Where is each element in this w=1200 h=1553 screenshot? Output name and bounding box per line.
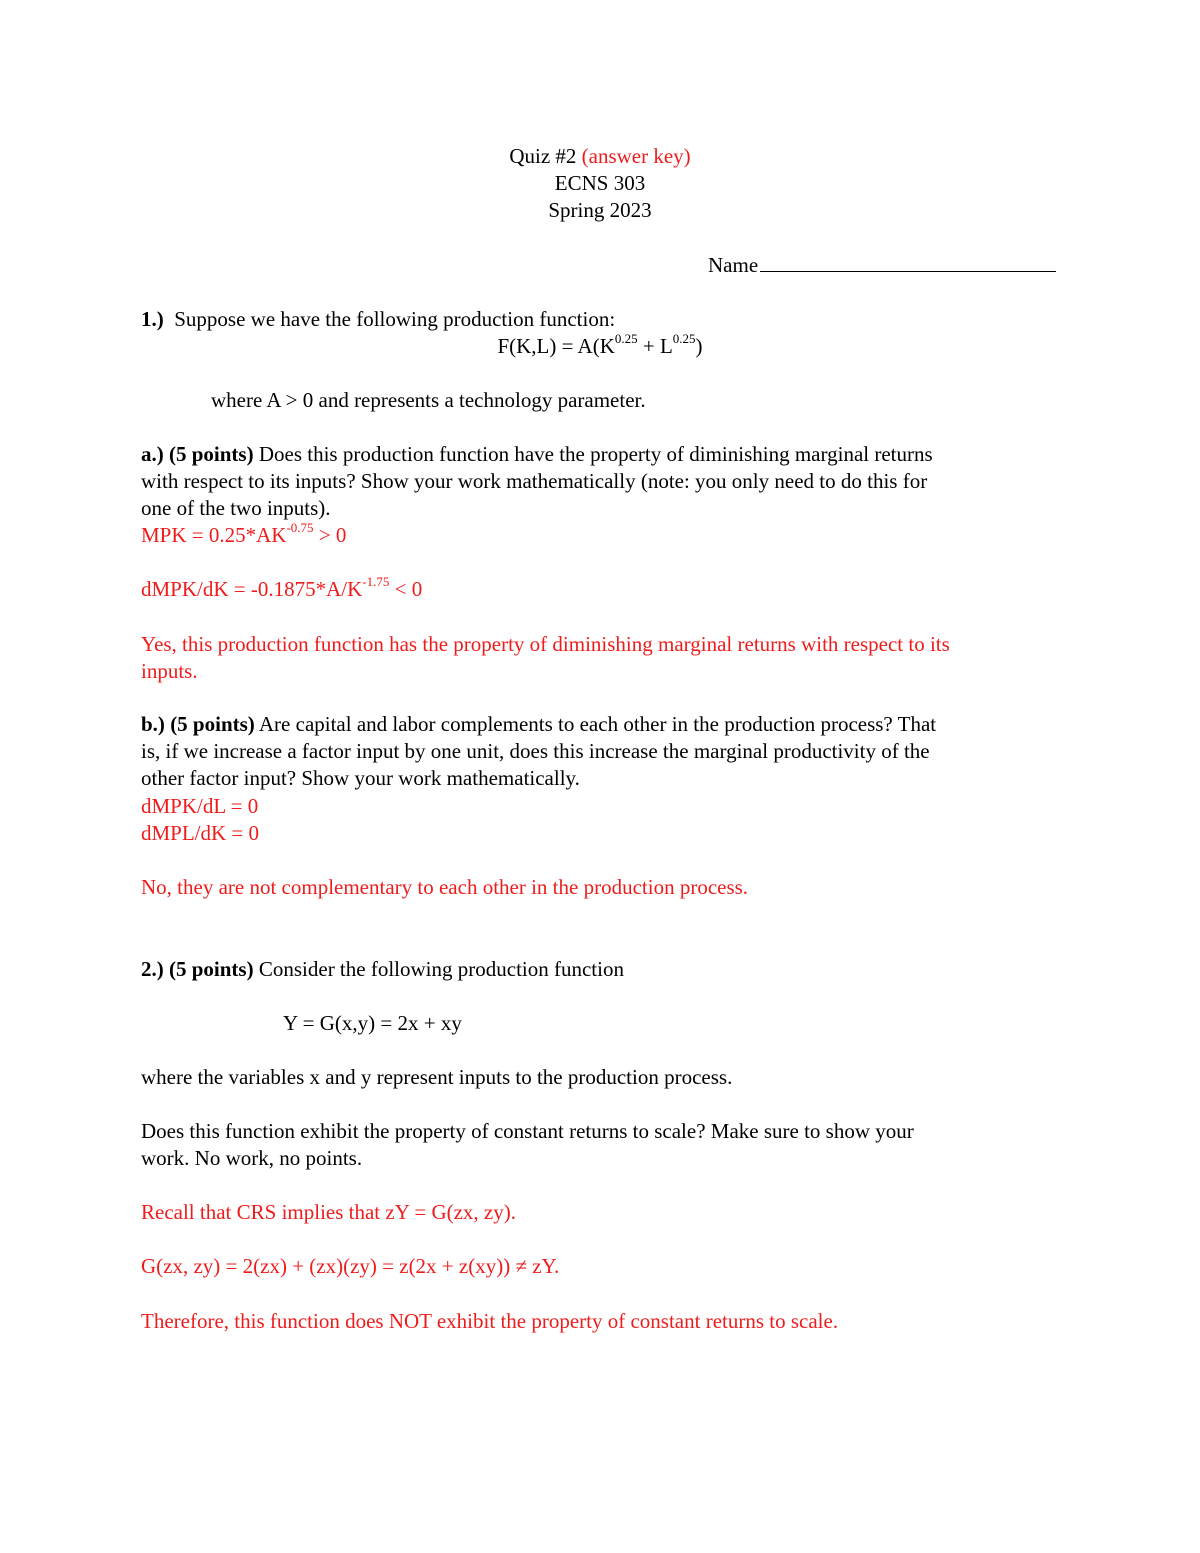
q1b-label: b.) (141, 712, 165, 736)
q1a-dmpk-base: dMPK/dK = -0.1875*A/K (141, 577, 363, 601)
q1-intro: Suppose we have the following production function: (174, 307, 616, 331)
q2-points: (5 points) (169, 957, 254, 981)
q1a-text1: Does this production function have the property of diminishing marginal returns (258, 442, 933, 466)
q1b-conclusion: No, they are not complementary to each other in the production process. (141, 875, 749, 899)
quiz-number: Quiz #2 (509, 144, 577, 168)
q1b-line2: is, if we increase a factor input by one unit, does this increase the marginal productivity of the (141, 739, 930, 763)
q1-function-close: ) (695, 334, 703, 358)
q1-number: 1.) (141, 307, 164, 331)
q1b-answer-dmpl-dk: dMPL/dK = 0 (141, 821, 260, 845)
q1a-points: (5 points) (169, 442, 254, 466)
q1a-mpk-post: > 0 (313, 523, 347, 547)
q1-function-exp-l: 0.25 (672, 331, 696, 346)
q1-where: where A > 0 and represents a technology parameter. (211, 388, 646, 412)
q1-function-base: F(K,L) = A(K (497, 334, 615, 358)
q1a-label: a.) (141, 442, 164, 466)
name-field (708, 251, 1056, 278)
q1a-line3: one of the two inputs). (141, 496, 331, 520)
q1a-line2: with respect to its inputs? Show your work mathematically (note: you only need to do this for (141, 469, 928, 493)
q2-conclusion: Therefore, this function does NOT exhibit the property of constant returns to scale. (141, 1309, 839, 1333)
q1a-dmpk-exp: -1.75 (362, 574, 390, 589)
q2-where: where the variables x and y represent inputs to the production process. (141, 1065, 733, 1089)
q1b-line3: other factor input? Show your work mathematically. (141, 766, 580, 790)
q2-function: Y = G(x,y) = 2x + xy (283, 1011, 462, 1035)
q2-answer-derivation: G(zx, zy) = 2(zx) + (zx)(zy) = z(2x + z(xy)) ≠ zY. (141, 1254, 560, 1278)
q1b-answer-dmpk-dl: dMPK/dL = 0 (141, 794, 259, 818)
q1a-conclusion-line2: inputs. (141, 659, 198, 683)
q1a-mpk-exp: -0.75 (286, 520, 314, 535)
q1a-mpk-base: MPK = 0.25*AK (141, 523, 287, 547)
q2-question-line1: Does this function exhibit the property of constant returns to scale? Make sure to show your (141, 1119, 914, 1143)
q1-intro-line (141, 306, 615, 332)
q2-intro-line (141, 956, 624, 982)
q1-function-exp-k: 0.25 (614, 331, 638, 346)
name-label: Name (708, 253, 759, 277)
q1b-points: (5 points) (170, 712, 255, 736)
q1-function (0, 333, 1200, 359)
q1a-line1 (141, 441, 933, 467)
q1a-answer-dmpk (141, 576, 422, 602)
q1a-dmpk-post: < 0 (389, 577, 423, 601)
answer-key-label: (answer key) (581, 144, 691, 168)
quiz-title (0, 143, 1200, 169)
q2-answer-recall: Recall that CRS implies that zY = G(zx, zy). (141, 1200, 516, 1224)
term: Spring 2023 (548, 198, 652, 222)
q2-number: 2.) (141, 957, 164, 981)
q1-function-mid: + L (637, 334, 673, 358)
q2-question-line2: work. No work, no points. (141, 1146, 363, 1170)
q2-intro: Consider the following production function (258, 957, 624, 981)
q1b-line1 (141, 711, 936, 737)
name-underline (760, 251, 1056, 272)
q1b-text1: Are capital and labor complements to each other in the production process? That (258, 712, 937, 736)
course-code: ECNS 303 (554, 171, 646, 195)
q1a-answer-mpk (141, 522, 346, 548)
q1a-conclusion-line1: Yes, this production function has the property of diminishing marginal returns with respect to its (141, 632, 950, 656)
